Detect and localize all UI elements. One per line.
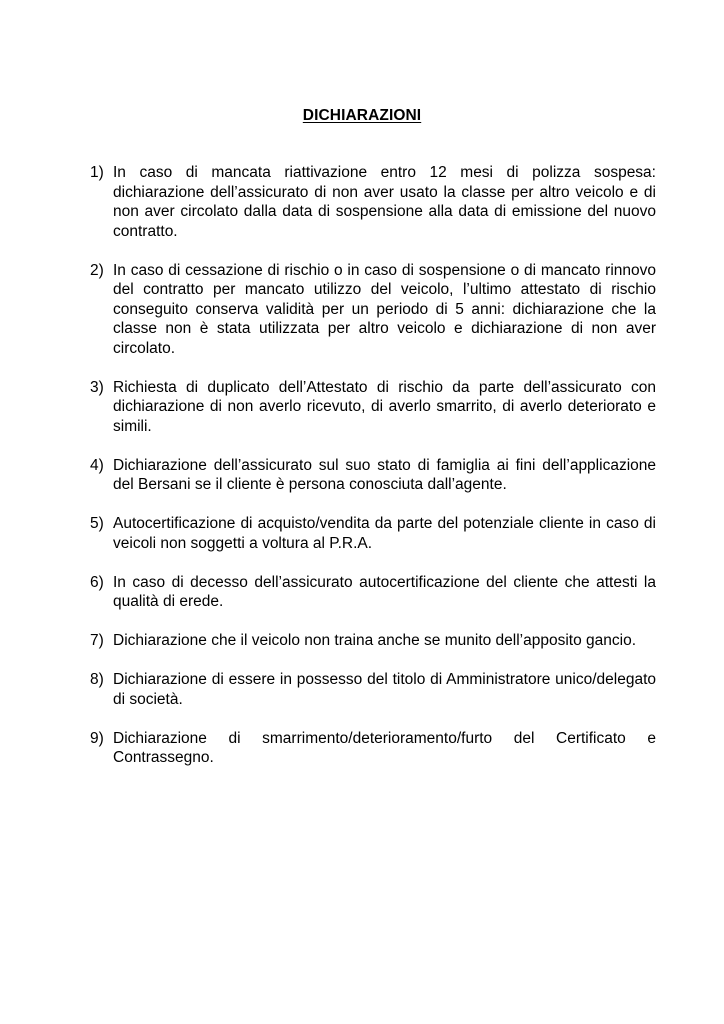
list-item (90, 631, 656, 651)
item-number: 7) (90, 632, 104, 649)
item-text: Dichiarazione dell’assicurato sul suo stato di famiglia ai fini dell’applicazione del Bersani se il cliente è persona conosciuta dall’agente. (113, 456, 656, 493)
item-text: Richiesta di duplicato dell’Attestato di rischio da parte dell’assicurato con dichiarazione di non averlo ricevuto, di averlo smarrito, di averlo deteriorato e simili. (113, 378, 656, 435)
list-item (90, 514, 656, 553)
list-item (90, 163, 656, 241)
item-number: 8) (90, 671, 104, 688)
list-item (90, 729, 656, 768)
item-number: 2) (90, 261, 104, 279)
item-number: 9) (90, 729, 104, 747)
item-text: In caso di cessazione di rischio o in caso di sospensione o di mancato rinnovo del contratto per mancato utilizzo del veicolo, l’ultimo attestato di rischio conseguito conserva validità per un periodo di 5 anni: dichiarazione che la classe non è stata utilizzata per altro veicolo e dichiarazione di non aver circolato. (113, 261, 656, 357)
item-text: Autocertificazione di acquisto/vendita da parte del potenziale cliente in caso di veicoli non soggetti a voltura al P.R.A. (113, 515, 656, 552)
item-text: Dichiarazione di smarrimento/deterioramento/furto del Certificato e Contrassegno. (113, 729, 656, 766)
list-item (90, 573, 656, 612)
item-text: Dichiarazione di essere in possesso del titolo di Amministratore unico/delegato di società. (113, 671, 656, 708)
item-number: 1) (90, 164, 104, 181)
list-item (90, 261, 656, 359)
item-text: Dichiarazione che il veicolo non traina anche se munito dell’apposito gancio. (113, 632, 637, 649)
declarations-list (90, 163, 656, 787)
item-number: 3) (90, 378, 104, 396)
item-number: 4) (90, 456, 104, 474)
list-item (90, 456, 656, 495)
list-item (90, 670, 656, 709)
item-text: In caso di decesso dell’assicurato autocertificazione del cliente che attesti la qualità di erede. (113, 573, 656, 610)
list-item (90, 378, 656, 437)
item-number: 6) (90, 573, 104, 591)
item-number: 5) (90, 515, 104, 532)
item-text: In caso di mancata riattivazione entro 12 mesi di polizza sospesa: dichiarazione dell’assicurato di non aver usato la classe per altro veicolo e di non aver circolato dalla data di sospensione alla data di emissione del nuovo contratto. (113, 164, 656, 240)
page-title: DICHIARAZIONI (302, 107, 422, 124)
